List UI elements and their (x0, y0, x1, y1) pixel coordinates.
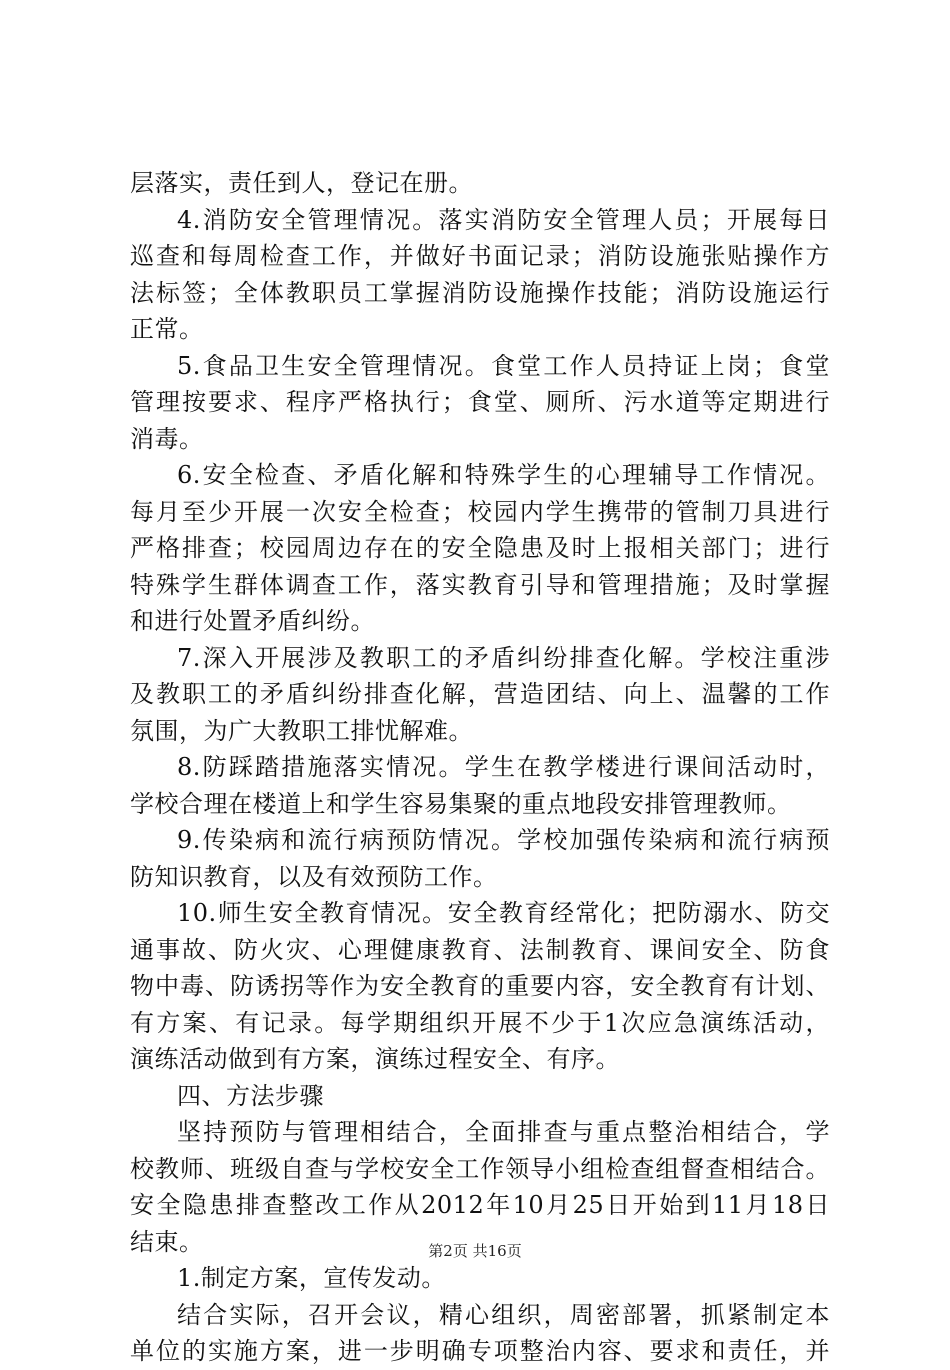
text-line: 安全隐患排查整改工作从2012年10月25日开始到11月18日 (130, 1191, 830, 1219)
text-line: 四、方法步骤 (177, 1081, 324, 1110)
document-body (130, 165, 830, 1370)
text-line: 防知识教育，以及有效预防工作。 (130, 862, 498, 891)
text-line: 及教职工的矛盾纠纷排查化解，营造团结、向上、温馨的工作 (130, 680, 830, 708)
text-line: 学校合理在楼道上和学生容易集聚的重点地段安排管理教师。 (130, 789, 792, 818)
text-line: 校教师、班级自查与学校安全工作领导小组检查组督查相结合。 (130, 1154, 830, 1183)
text-line: 结合实际，召开会议，精心组织，周密部署，抓紧制定本 (177, 1300, 830, 1329)
text-line: 坚持预防与管理相结合，全面排查与重点整治相结合，学 (177, 1118, 830, 1146)
text-line: 正常。 (130, 315, 204, 343)
text-line: 消毒。 (130, 424, 204, 453)
text-line: 层落实，责任到人，登记在册。 (130, 169, 473, 197)
page-footer: 第2页 共16页 (428, 1242, 522, 1260)
text-line: 物中毒、防诱拐等作为安全教育的重要内容，安全教育有计划、 (130, 972, 830, 1000)
text-line: 6.安全检查、矛盾化解和特殊学生的心理辅导工作情况。 (177, 461, 830, 489)
text-line: 9.传染病和流行病预防情况。学校加强传染病和流行病预 (177, 826, 830, 854)
text-line: 每月至少开展一次安全检查；校园内学生携带的管制刀具进行 (130, 497, 830, 526)
text-line: 和进行处置矛盾纠纷。 (130, 607, 375, 635)
text-line: 法标签；全体教职员工掌握消防设施操作技能；消防设施运行 (130, 278, 830, 307)
text-line: 特殊学生群体调查工作，落实教育引导和管理措施；及时掌握 (130, 570, 830, 599)
text-line: 巡查和每周检查工作，并做好书面记录；消防设施张贴操作方 (130, 242, 830, 270)
text-line: 4.消防安全管理情况。落实消防安全管理人员；开展每日 (177, 205, 830, 234)
text-line: 10.师生安全教育情况。安全教育经常化；把防溺水、防交 (177, 899, 830, 927)
text-line: 通事故、防火灾、心理健康教育、法制教育、课间安全、防食 (130, 935, 830, 964)
text-line: 结束。 (130, 1227, 204, 1256)
text-line: 8.防踩踏措施落实情况。学生在教学楼进行课间活动时， (177, 753, 830, 781)
text-line: 严格排查；校园周边存在的安全隐患及时上报相关部门；进行 (130, 534, 830, 562)
text-line: 有方案、有记录。每学期组织开展不少于1次应急演练活动， (130, 1008, 830, 1037)
text-line: 5.食品卫生安全管理情况。食堂工作人员持证上岗；食堂 (177, 351, 830, 380)
text-line: 7.深入开展涉及教职工的矛盾纠纷排查化解。学校注重涉 (177, 643, 830, 672)
text-line: 单位的实施方案，进一步明确专项整治内容、要求和责任，并 (130, 1337, 830, 1365)
text-line: 管理按要求、程序严格执行；食堂、厕所、污水道等定期进行 (130, 388, 830, 416)
text-line: 1.制定方案，宣传发动。 (177, 1264, 446, 1292)
text-line: 演练活动做到有方案，演练过程安全、有序。 (130, 1045, 620, 1073)
text-line: 氛围，为广大教职工排忧解难。 (130, 716, 473, 745)
